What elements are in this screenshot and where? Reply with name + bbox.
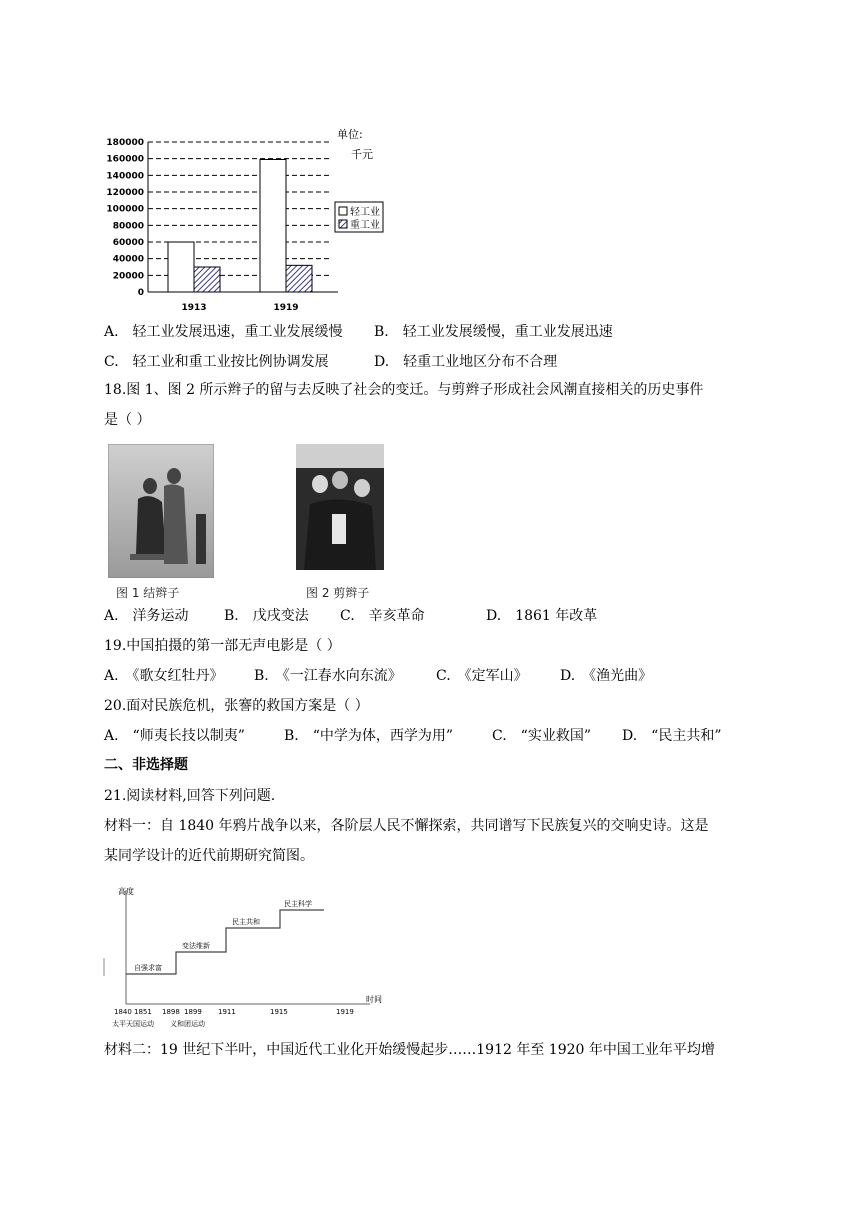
y-tick-label: 120000 [106,188,144,198]
q20-option-c[interactable]: C. “实业救国” [492,728,591,744]
q20-option-a[interactable]: A. “师夷长技以制夷” [104,728,245,744]
chart-legend [335,202,383,232]
q18-option-a[interactable]: A. 洋务运动 [104,608,189,624]
y-tick-label: 140000 [106,171,144,182]
q18-stem-1: 18.图 1、图 2 所示辫子的留与去反映了社会的变迁。与剪辫子形成社会风潮直接相关的历史事件 [104,382,704,398]
x-tick-label: 1919 [273,303,299,313]
q20-option-d[interactable]: D. “民主共和” [622,728,722,744]
y-tick-label: 60000 [112,238,144,248]
q17-option-c[interactable]: C. 轻工业和重工业按比例协调发展 [104,354,329,370]
q18-stem-2: 是（ ） [104,412,151,428]
q17-options-row-1 [104,322,613,342]
legend-swatch-heavy [339,220,347,228]
q21-material1-line1: 材料一：自 1840 年鸦片战争以来，各阶层人民不懈探索，共同谱写下民族复兴的交响史诗。这是 [104,818,709,834]
step-label-2: 变法维新 [182,942,210,950]
year-1919: 1919 [336,1008,354,1016]
fig2-caption: 图 2 剪辫子 [306,586,370,600]
step-label-1: 自强求富 [134,964,162,972]
year-1915: 1915 [270,1008,288,1016]
event-taiping: 太平天国运动 [112,1020,154,1028]
bar-light-1913 [168,242,194,292]
timeline-diagram [100,880,392,1030]
q19-option-d[interactable]: D. 《渔光曲》 [560,668,653,684]
q18-option-d[interactable]: D. 1861 年改革 [486,608,598,624]
y-tick-label: 80000 [112,221,144,232]
unit-label: 单位: [337,128,363,141]
year-1898: 1898 [162,1008,180,1016]
y-axis-ticks [106,138,144,298]
unit-value: 千元 [351,148,373,161]
step-label-4: 民主科学 [284,900,312,908]
photo-tying-queue [108,444,214,578]
year-1840: 1840 [114,1008,132,1016]
y-tick-label: 160000 [106,154,144,165]
legend-label-heavy: 重工业 [350,220,380,231]
bar-heavy-1919 [286,265,312,292]
q19-option-c[interactable]: C. 《定军山》 [436,668,528,684]
fig1-caption: 图 1 结辫子 [116,586,180,600]
bar-chart [100,128,400,316]
y-tick-label: 100000 [106,204,144,215]
q17-option-d[interactable]: D. 轻重工业地区分布不合理 [374,354,558,370]
x-axis-ticks [181,303,298,313]
q20-option-b[interactable]: B. “中学为体，西学为用” [284,728,454,744]
q20-options [104,726,722,746]
event-boxer: 义和团运动 [170,1020,205,1028]
q17-options-row-2 [104,352,557,372]
bar-light-1919 [260,160,286,293]
year-1899: 1899 [184,1008,202,1016]
y-tick-label: 20000 [112,271,144,282]
q19-options [104,666,652,686]
q17-option-b[interactable]: B. 轻工业发展缓慢，重工业发展迅速 [374,324,613,340]
q18-options [104,606,597,626]
section-heading: 二、非选择题 [104,757,188,773]
timeline-x-label: 时间 [366,995,382,1004]
q20-stem: 20.面对民族危机，张謇的救国方案是（ ） [104,698,369,714]
legend-swatch-light [339,207,347,215]
step-label-3: 民主共和 [232,918,260,926]
q21-material1-line2: 某同学设计的近代前期研究简图。 [104,848,314,864]
y-tick-label: 0 [137,288,144,298]
q18-option-c[interactable]: C. 辛亥革命 [340,608,425,624]
q19-option-a[interactable]: A. 《歌女红牡丹》 [104,668,224,684]
x-tick-label: 1913 [181,303,207,313]
q18-option-b[interactable]: B. 戊戌变法 [224,608,309,624]
y-tick-label: 180000 [106,138,144,148]
year-1911: 1911 [218,1008,236,1016]
timeline-y-label: 高度 [118,887,134,896]
q21-material2-line1: 材料二：19 世纪下半叶，中国近代工业化开始缓慢起步……1912 年至 1920 年中国工业年平均增 [104,1042,715,1058]
q21-stem: 21.阅读材料,回答下列问题. [104,788,276,804]
q19-option-b[interactable]: B. 《一江春水向东流》 [254,668,402,684]
bar-heavy-1913 [194,267,220,292]
year-1851: 1851 [134,1008,152,1016]
q19-stem: 19.中国拍摄的第一部无声电影是（ ） [104,638,341,654]
photo-cutting-queue [296,444,384,570]
legend-label-light: 轻工业 [350,207,380,218]
q17-option-a[interactable]: A. 轻工业发展迅速，重工业发展缓慢 [104,324,343,340]
y-tick-label: 40000 [112,254,144,265]
